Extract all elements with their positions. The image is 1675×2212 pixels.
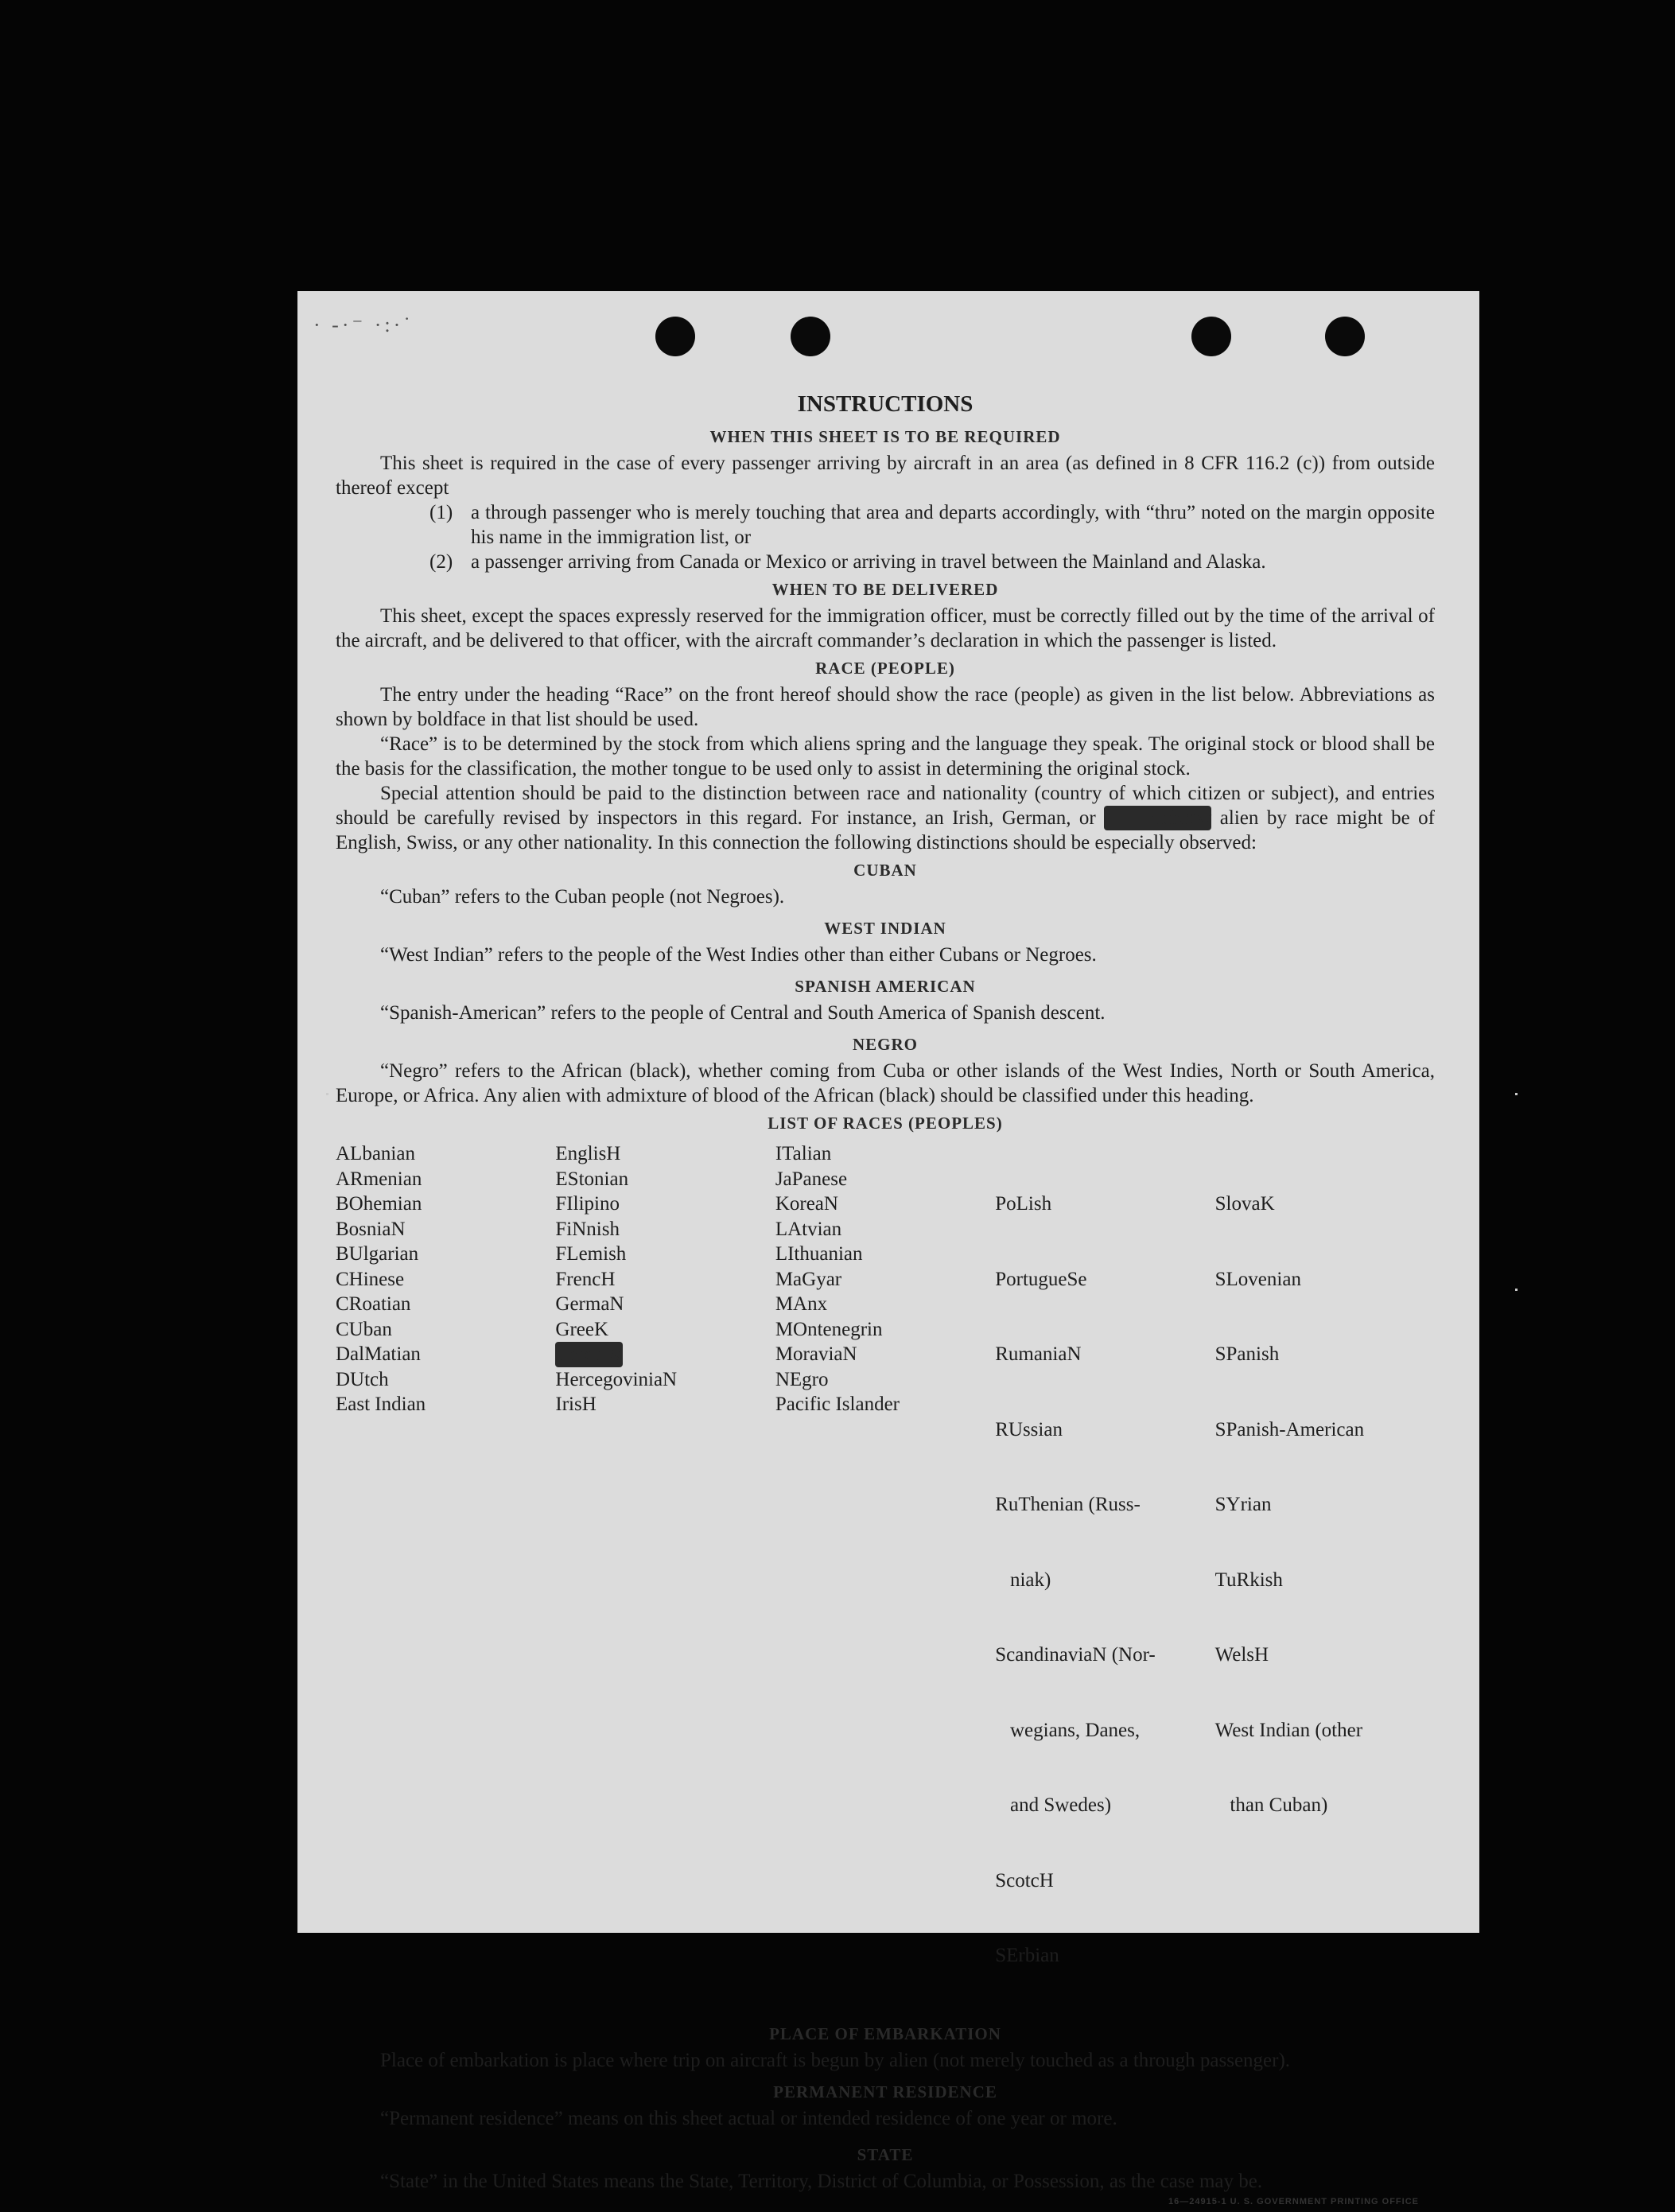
race-entry: CUban xyxy=(336,1318,392,1340)
races-column-2 xyxy=(555,1141,775,2019)
printer-imprint: 16—24915-1 U. S. GOVERNMENT PRINTING OFFICE xyxy=(1168,2196,1419,2206)
state-paragraph: “State” in the United States means the State, Territory, District of Columbia, or Possession, as the case may be. xyxy=(380,2170,1263,2192)
negro-paragraph: “Negro” refers to the African (black), whether coming from Cuba or other islands of the West Indies, North or South America, Europe, or Africa. Any alien with admixture of blood of the African (black) should be classified under this heading. xyxy=(336,1060,1435,1106)
race-entry: FIlipino xyxy=(555,1193,620,1215)
race-entry: SLovenian xyxy=(1214,1268,1301,1290)
section-heading-negro: NEGRO xyxy=(852,1035,918,1054)
races-column-3 xyxy=(775,1141,995,2019)
race-entry: East Indian xyxy=(336,1394,426,1415)
race-entry: wegians, Danes, xyxy=(995,1719,1141,1741)
section-heading-residence: PERMANENT RESIDENCE xyxy=(773,2082,997,2101)
race-entry: SErbian xyxy=(995,1945,1059,1966)
scan-mark xyxy=(1515,1093,1518,1095)
race-entry: NEgro xyxy=(775,1368,829,1390)
race-entry: LIthuanian xyxy=(775,1243,863,1265)
required-paragraph: This sheet is required in the case of every passenger arriving by aircraft in an area (as defined in 8 CFR 116.2 (c)) from outside thereof except xyxy=(336,453,1435,499)
section-heading-delivered: WHEN TO BE DELIVERED xyxy=(771,580,999,599)
race-entry: LAtvian xyxy=(775,1218,842,1240)
races-column-1 xyxy=(336,1141,555,2019)
punch-hole xyxy=(1191,317,1231,356)
spanish-american-paragraph: “Spanish-American” refers to the people of Central and South America of Spanish descent. xyxy=(380,1002,1106,1024)
section-heading-list-of-races: LIST OF RACES (PEOPLES) xyxy=(768,1114,1003,1133)
race-entry: CRoatian xyxy=(336,1293,411,1315)
races-list xyxy=(336,1141,1435,2019)
race-paragraph-3-part-b: alien by race might be of English, Swiss, or any other nationality. In this connection the following distinctions should be especially observed: xyxy=(336,807,1435,853)
cuban-paragraph: “Cuban” refers to the Cuban people (not Negroes). xyxy=(380,886,785,908)
item-text: a through passenger who is merely touching that area and departs accordingly, with “thru” noted on the margin opposite his name in the immigration list, or xyxy=(471,502,1435,548)
residence-paragraph: “Permanent residence” means on this sheet actual or intended residence of one year or more. xyxy=(380,2107,1117,2129)
race-entry: SPanish-American xyxy=(1214,1418,1365,1440)
race-entry: DUtch xyxy=(336,1368,389,1390)
race-entry-redacted xyxy=(555,1342,775,1367)
race-entry: HercegoviniaN xyxy=(555,1368,678,1390)
races-column-5 xyxy=(1215,1141,1435,2019)
state-and-footer xyxy=(336,2169,1435,2194)
race-entry: ARmenian xyxy=(336,1168,422,1190)
race-entry: ITalian xyxy=(775,1143,832,1164)
scan-mark xyxy=(326,1093,328,1095)
race-entry: MaGyar xyxy=(775,1268,842,1290)
race-entry: Pacific Islander xyxy=(775,1394,900,1415)
race-entry: PoLish xyxy=(995,1193,1052,1215)
section-heading-required: WHEN THIS SHEET IS TO BE REQUIRED xyxy=(709,427,1061,446)
race-entry: DalMatian xyxy=(336,1343,421,1365)
race-entry: KoreaN xyxy=(775,1193,838,1215)
race-entry: West Indian (other xyxy=(1214,1719,1363,1741)
section-heading-cuban: CUBAN xyxy=(853,861,917,880)
race-entry: PortugueSe xyxy=(995,1268,1087,1290)
section-heading-state: STATE xyxy=(857,2144,914,2164)
race-paragraph-3-part-a: Special attention should be paid to the distinction between race and nationality (country of which citizen or subject), and entries should be carefully revised by inspectors in this regard. For instance, an Irish, German, or xyxy=(336,783,1435,829)
race-entry: JaPanese xyxy=(775,1168,848,1190)
race-entry: RumaniaN xyxy=(995,1343,1082,1365)
race-entry: MAnx xyxy=(775,1293,828,1315)
section-heading-west-indian: WEST INDIAN xyxy=(824,919,946,938)
delivered-paragraph: This sheet, except the spaces expressly reserved for the immigration officer, must be correctly filled out by the time of the arrival of the aircraft, and be delivered to that officer, with the aircraft commander’s declaration in which the passenger is listed. xyxy=(336,605,1435,651)
punch-hole xyxy=(655,317,695,356)
race-entry: ScotcH xyxy=(995,1869,1054,1891)
item-number: (1) xyxy=(429,502,453,523)
race-paragraph-3 xyxy=(336,781,1435,855)
race-entry: and Swedes) xyxy=(995,1794,1112,1816)
exception-item xyxy=(429,550,1435,574)
punch-hole xyxy=(791,317,830,356)
page-title: INSTRUCTIONS xyxy=(797,391,974,417)
race-entry: niak) xyxy=(995,1569,1051,1591)
race-paragraph-2: “Race” is to be determined by the stock from which aliens spring and the language they speak. The original stock or blood shall be the basis for the classification, the mother tongue to be used only to assist in determining the original stock. xyxy=(336,733,1435,779)
race-entry: WelsH xyxy=(1214,1644,1269,1666)
race-entry: RUssian xyxy=(995,1418,1063,1440)
race-entry: MoraviaN xyxy=(775,1343,857,1365)
race-entry: FiNnish xyxy=(555,1218,620,1240)
race-entry: EnglisH xyxy=(555,1143,621,1164)
race-entry: SYrian xyxy=(1214,1494,1272,1515)
race-entry: than Cuban) xyxy=(1214,1794,1328,1816)
punch-hole xyxy=(1325,317,1365,356)
section-heading-race: RACE (PEOPLE) xyxy=(815,659,955,678)
west-indian-paragraph: “West Indian” refers to the people of the West Indies other than either Cubans or Negroes. xyxy=(380,944,1097,966)
exception-item xyxy=(429,500,1435,550)
section-heading-embarkation: PLACE OF EMBARKATION xyxy=(769,2023,1001,2043)
race-entry: MOntenegrin xyxy=(775,1318,883,1340)
instruction-sheet xyxy=(297,291,1479,2206)
race-entry: FrencH xyxy=(555,1268,616,1290)
race-entry: SlovaK xyxy=(1214,1193,1275,1215)
race-entry: ALbanian xyxy=(336,1143,415,1164)
printer-imprint-row xyxy=(336,2194,1435,2208)
redacted-word: HebreW xyxy=(555,1342,623,1367)
section-heading-spanish-american: SPANISH AMERICAN xyxy=(795,977,976,996)
race-entry: SPanish xyxy=(1214,1343,1280,1365)
race-entry: RuThenian (Russ- xyxy=(995,1494,1141,1515)
race-entry: BUlgarian xyxy=(336,1243,419,1265)
embarkation-paragraph: Place of embarkation is place where trip on aircraft is begun by alien (not merely touched as a through passenger). xyxy=(380,2049,1291,2071)
redacted-word: Hebrew xyxy=(1104,806,1211,830)
race-entry: FLemish xyxy=(555,1243,627,1265)
race-entry: TuRkish xyxy=(1214,1569,1283,1591)
item-number: (2) xyxy=(429,551,453,573)
race-entry: CHinese xyxy=(336,1268,405,1290)
races-column-4 xyxy=(995,1141,1214,2019)
race-entry: GermaN xyxy=(555,1293,624,1315)
race-paragraph-1: The entry under the heading “Race” on the front hereof should show the race (people) as given in the list below. Abbreviations as shown by boldface in that list should be used. xyxy=(336,684,1435,730)
race-entry: IrisH xyxy=(555,1394,597,1415)
race-entry: BOhemian xyxy=(336,1193,422,1215)
scan-mark xyxy=(1515,1289,1518,1291)
race-entry: EStonian xyxy=(555,1168,629,1190)
race-entry: GreeK xyxy=(555,1318,609,1340)
item-text: a passenger arriving from Canada or Mexico or arriving in travel between the Mainland and Alaska. xyxy=(471,551,1266,573)
paper-marks: · -·⁻ ·:·˙ xyxy=(313,313,414,336)
race-entry: BosniaN xyxy=(336,1218,406,1240)
race-entry: ScandinaviaN (Nor- xyxy=(995,1644,1156,1666)
